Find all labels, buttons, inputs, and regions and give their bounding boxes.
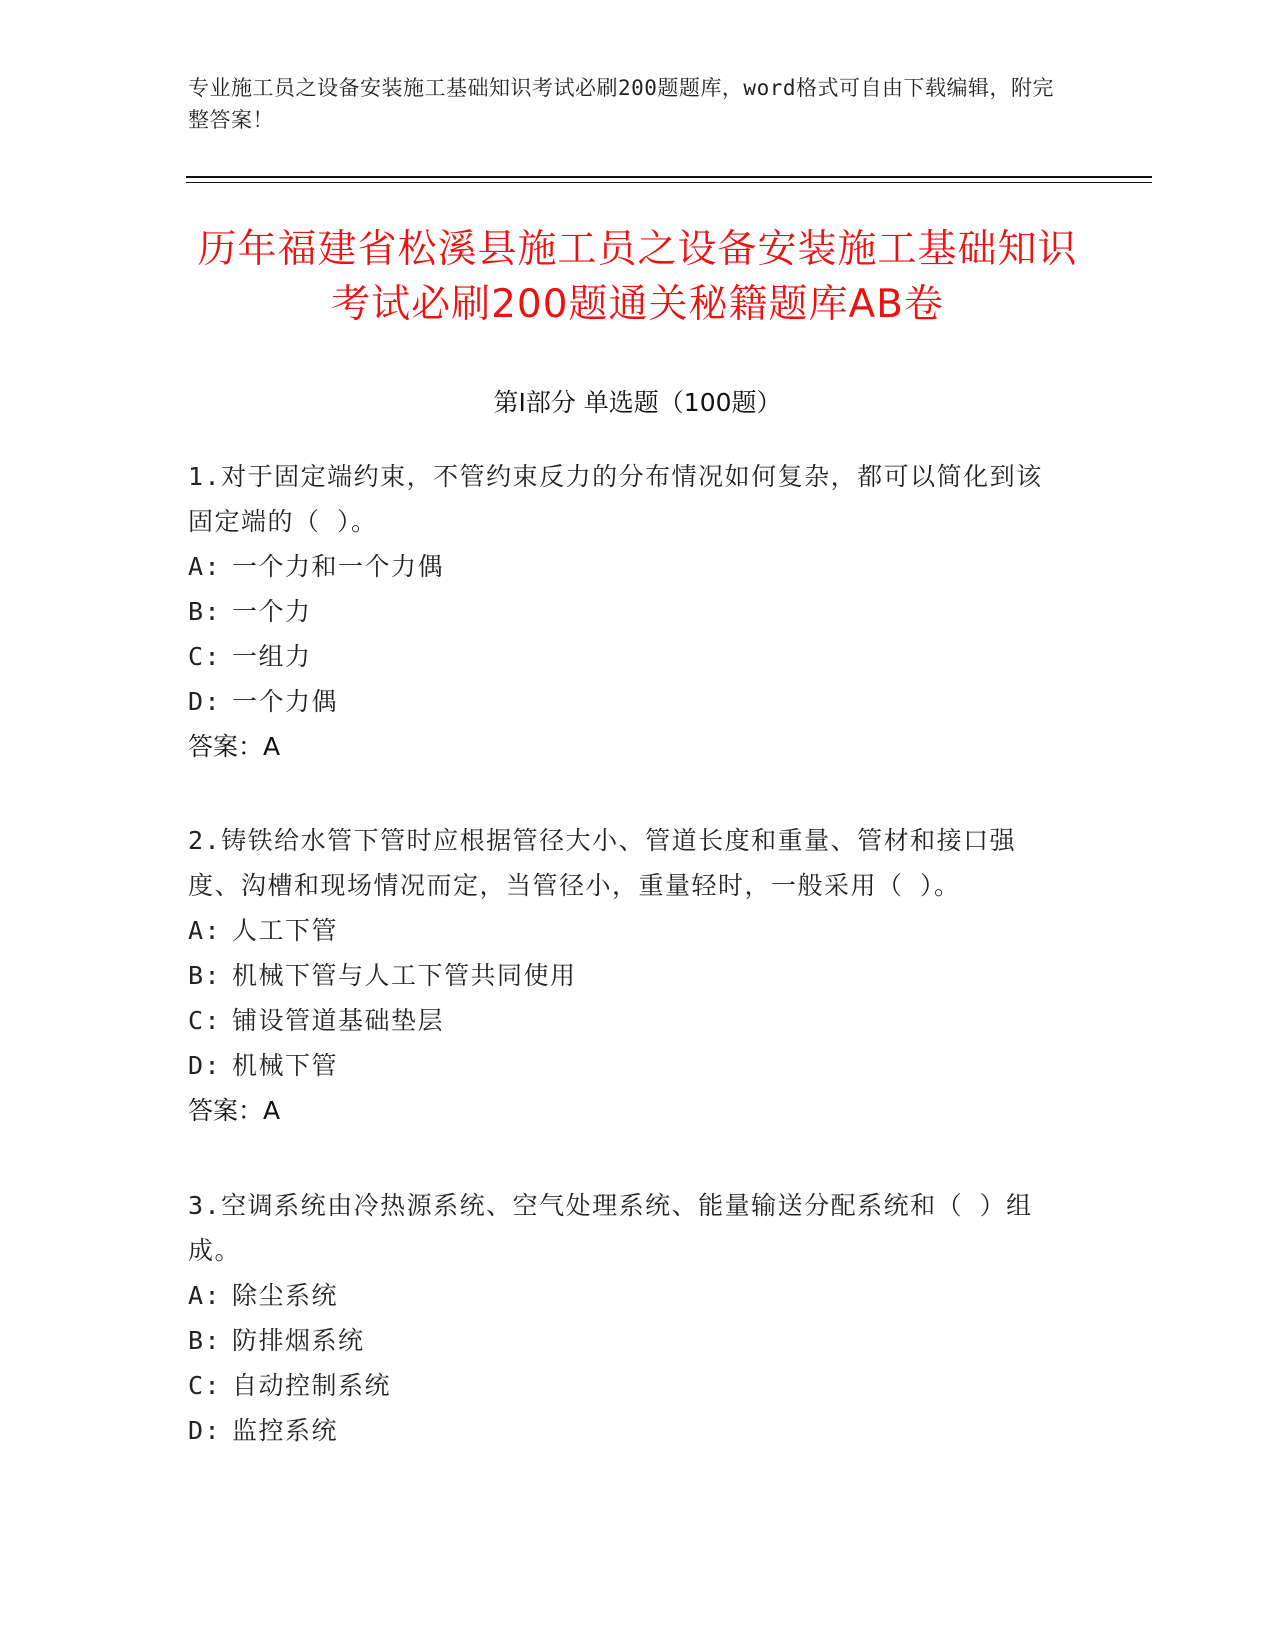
- option-c: [188, 634, 1068, 679]
- question-stem: 2.铸铁给水管下管时应根据管径大小、管道长度和重量、管材和接口强度、沟槽和现场情况而定，当管径小，重量轻时，一般采用（ ）。: [188, 826, 1017, 900]
- option-text: 铺设管道基础垫层: [232, 1006, 445, 1035]
- option-b: [188, 589, 1068, 634]
- option-text: 一个力: [232, 597, 312, 626]
- option-a: [188, 544, 1068, 589]
- option-text: 防排烟系统: [232, 1326, 365, 1355]
- option-b: [188, 953, 1068, 998]
- answer-line: 答案：A: [188, 1096, 281, 1125]
- option-letter: B:: [188, 961, 222, 990]
- answer-line: 答案：A: [188, 732, 281, 761]
- option-letter: A:: [188, 552, 222, 581]
- option-letter: C:: [188, 1371, 222, 1400]
- option-a: [188, 908, 1068, 953]
- document-title: 历年福建省松溪县施工员之设备安装施工基础知识考试必刷200题通关秘籍题库AB卷: [197, 227, 1078, 327]
- header-divider-thick: [186, 176, 1152, 178]
- option-letter: D:: [188, 1051, 222, 1080]
- question-3: [188, 1183, 1068, 1453]
- question-2: [188, 818, 1068, 1133]
- option-text: 自动控制系统: [232, 1371, 392, 1400]
- option-d: [188, 679, 1068, 724]
- option-text: 机械下管: [232, 1051, 339, 1080]
- option-letter: C:: [188, 642, 222, 671]
- option-d: [188, 1408, 1068, 1453]
- question-stem: 3.空调系统由冷热源系统、空气处理系统、能量输送分配系统和（ ）组成。: [188, 1191, 1033, 1265]
- option-c: [188, 1363, 1068, 1408]
- option-a: [188, 1273, 1068, 1318]
- option-letter: C:: [188, 1006, 222, 1035]
- option-text: 人工下管: [232, 916, 339, 945]
- option-letter: B:: [188, 1326, 222, 1355]
- option-text: 监控系统: [232, 1416, 339, 1445]
- option-text: 一组力: [232, 642, 312, 671]
- option-letter: A:: [188, 916, 222, 945]
- option-text: 一个力偶: [232, 687, 339, 716]
- option-text: 除尘系统: [232, 1281, 339, 1310]
- option-text: 机械下管与人工下管共同使用: [232, 961, 577, 990]
- option-letter: B:: [188, 597, 222, 626]
- option-letter: A:: [188, 1281, 222, 1310]
- question-stem: 1.对于固定端约束，不管约束反力的分布情况如何复杂，都可以简化到该固定端的（ ）。: [188, 462, 1043, 536]
- option-letter: D:: [188, 1416, 222, 1445]
- option-b: [188, 1318, 1068, 1363]
- option-d: [188, 1043, 1068, 1088]
- header-note: 专业施工员之设备安装施工基础知识考试必刷200题题库，word格式可自由下载编辑，附完整答案！: [188, 76, 1054, 132]
- section-heading: 第I部分 单选题（100题）: [493, 388, 782, 417]
- option-c: [188, 998, 1068, 1043]
- option-text: 一个力和一个力偶: [232, 552, 445, 581]
- header-divider-thin: [186, 182, 1152, 183]
- question-1: [188, 454, 1068, 769]
- option-letter: D:: [188, 687, 222, 716]
